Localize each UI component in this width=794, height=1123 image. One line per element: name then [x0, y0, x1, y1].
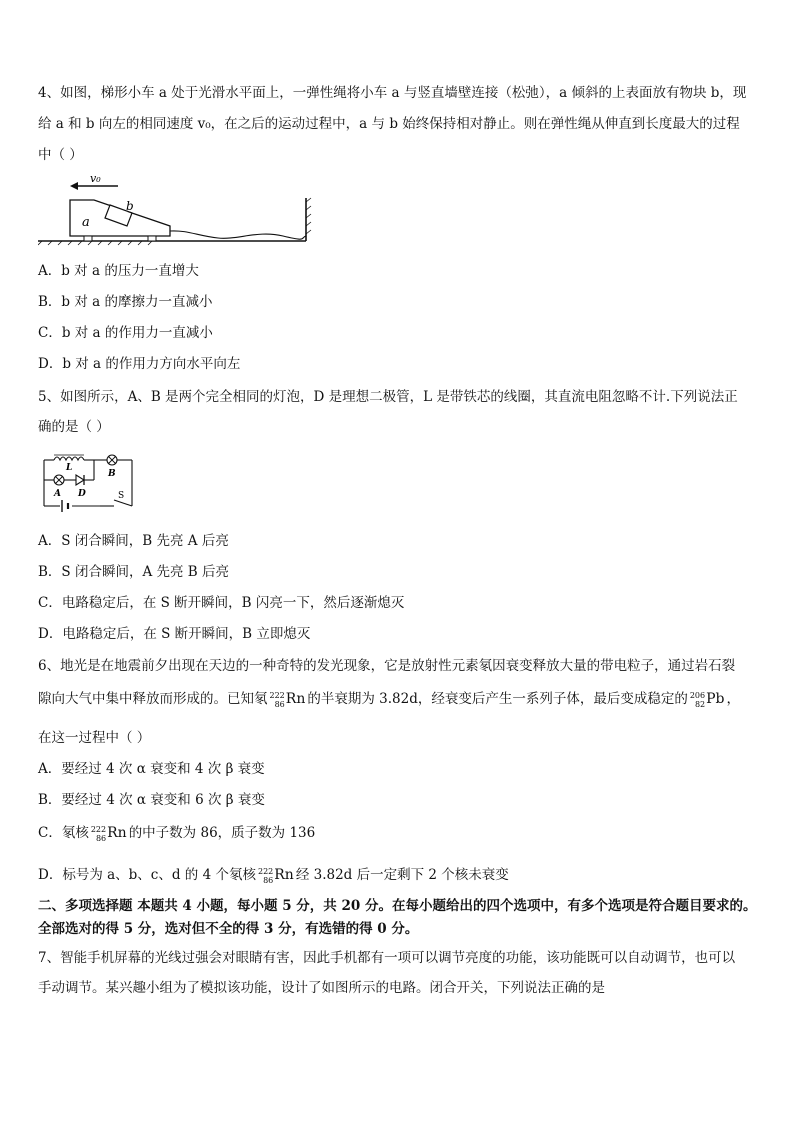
- q6-option-d-part1: D．标号为 a、b、c、d 的 4 个氡核: [38, 867, 256, 883]
- rn-atomic-number: 86: [274, 699, 285, 709]
- wheel-right: [148, 236, 156, 241]
- q5-stem-line2: 确的是（ ）: [38, 419, 110, 435]
- q6-option-d: [38, 866, 509, 885]
- label-l: L: [66, 463, 73, 473]
- wheel-left: [84, 236, 92, 241]
- q4-option-d: D．b 对 a 的作用力方向水平向左: [38, 356, 241, 372]
- pb-symbol: Pb: [706, 691, 725, 707]
- rn-atomic-number-c: 86: [95, 833, 107, 843]
- rn-nuclide-d: [258, 866, 294, 885]
- q6-option-c-part1: C．氡核: [38, 825, 89, 841]
- q6-stem-line2-part1: 隙向大气中集中释放而形成的。已知氡: [38, 691, 268, 707]
- q4-stem-line2: 给 a 和 b 向左的相同速度 v₀，在之后的运动过程中，a 与 b 始终保持相对静止。则在弹性绳从伸直到长度最大的过程: [38, 116, 740, 132]
- rn-atomic-number-d: 86: [263, 875, 274, 885]
- q6-stem-line1: 6、地光是在地震前夕出现在天边的一种奇特的发光现象，它是放射性元素氡因衰变释放大量的带电粒子，通过岩石裂: [38, 658, 736, 674]
- q5-option-a: A．S 闭合瞬间，B 先亮 A 后亮: [38, 533, 229, 549]
- q4-stem-line3: 中（ ）: [38, 147, 83, 163]
- label-a: A: [54, 489, 61, 499]
- rn-symbol-c: Rn: [107, 825, 127, 841]
- rn-symbol: Rn: [285, 691, 306, 707]
- q6-stem-line2-part3: ，: [726, 691, 741, 707]
- q5-option-b: B．S 闭合瞬间，A 先亮 B 后亮: [38, 564, 230, 580]
- pb-nuclide: [690, 690, 725, 709]
- velocity-arrowhead: [70, 182, 78, 190]
- q6-option-b: B．要经过 4 次 α 衰变和 6 次 β 衰变: [38, 792, 265, 808]
- diode-d: [76, 475, 84, 485]
- rn-nuclide-c: [91, 824, 127, 843]
- q6-option-c: [38, 824, 315, 843]
- q6-option-c-part2: 的中子数为 86，质子数为 136: [128, 825, 316, 841]
- rn-mass-number-d: 222: [257, 866, 274, 876]
- q6-option-a: A．要经过 4 次 α 衰变和 4 次 β 衰变: [38, 761, 265, 777]
- q6-stem-line3: 在这一过程中（ ）: [38, 730, 151, 746]
- q4-option-c: C．b 对 a 的作用力一直减小: [38, 325, 213, 341]
- q5-option-c: C．电路稳定后，在 S 断开瞬间，B 闪亮一下，然后逐渐熄灭: [38, 595, 405, 611]
- pb-atomic-number: 82: [694, 699, 706, 709]
- q5-circuit-figure: [38, 450, 138, 514]
- v0-label: v₀: [90, 172, 101, 185]
- q5-stem-line1: 5、如图所示，A、B 是两个完全相同的灯泡，D 是理想二极管，L 是带铁芯的线圈，其直流电阻忽略不计.下列说法正: [38, 389, 738, 405]
- q6-stem-line2: [38, 690, 740, 709]
- label-b: B: [108, 469, 116, 479]
- cart-a-label: a: [82, 215, 90, 230]
- q6-stem-line2-part2: 的半衰期为 3.82d，经衰变后产生一系列子体，最后变成稳定的: [307, 691, 688, 707]
- section2-heading-line1: 二、多项选择题 本题共 4 小题，每小题 5 分，共 20 分。在每小题给出的四个选项中，有多个选项是符合题目要求的。: [38, 898, 757, 914]
- q4-stem-line1: 4、如图，梯形小车 a 处于光滑水平面上，一弹性绳将小车 a 与竖直墙壁连接（松弛），a 倾斜的上表面放有物块 b，现: [38, 85, 747, 101]
- q5-option-d: D．电路稳定后，在 S 断开瞬间，B 立即熄灭: [38, 626, 311, 642]
- q7-stem-line1: 7、智能手机屏幕的光线过强会对眼睛有害，因此手机都有一项可以调节亮度的功能，该功能既可以自动调节，也可以: [38, 950, 736, 966]
- block-b-label: b: [126, 199, 134, 213]
- q6-option-d-part2: 经 3.82d 后一定剩下 2 个核未衰变: [295, 867, 509, 883]
- label-d: D: [78, 489, 86, 499]
- elastic-rope: [170, 231, 306, 239]
- rn-mass-number-c: 222: [90, 824, 107, 834]
- inductor-l: [54, 457, 84, 460]
- q4-option-a: A．b 对 a 的压力一直增大: [38, 263, 199, 279]
- q4-option-b: B．b 对 a 的摩擦力一直减小: [38, 294, 213, 310]
- rn-symbol-d: Rn: [274, 867, 294, 883]
- pb-mass-number: 206: [689, 690, 706, 700]
- q7-stem-line2: 手动调节。某兴趣小组为了模拟该功能，设计了如图所示的电路。闭合开关，下列说法正确的是: [38, 980, 605, 996]
- rn-mass-number: 222: [269, 690, 285, 700]
- q4-cart-figure: [38, 170, 318, 246]
- label-s: S: [118, 491, 125, 501]
- rn-nuclide: [270, 690, 306, 709]
- section2-heading-line2: 全部选对的得 5 分，选对但不全的得 3 分，有选错的得 0 分。: [38, 921, 419, 937]
